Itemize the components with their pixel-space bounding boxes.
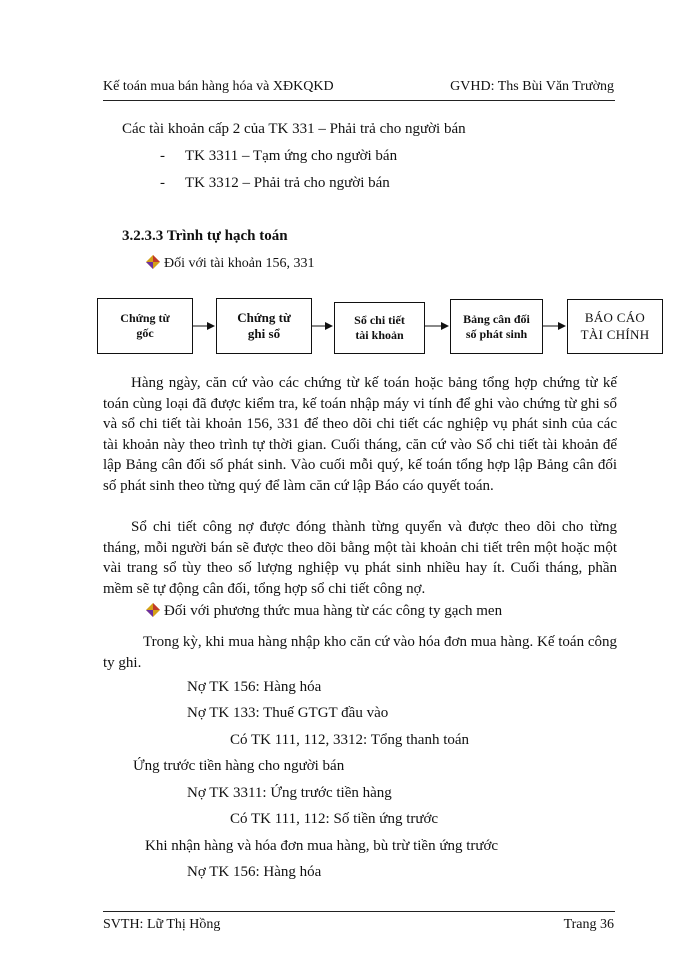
footer-rule — [103, 911, 615, 912]
entry-line: Nợ TK 133: Thuế GTGT đầu vào — [187, 705, 389, 721]
flow-arrows — [0, 0, 700, 400]
flow-label: tài khoản — [355, 328, 404, 342]
entry-line: Nợ TK 3311: Ứng trước tiền hàng — [187, 785, 392, 801]
footer-student: SVTH: Lữ Thị Hồng — [103, 917, 221, 932]
sub-account-3311: TK 3311 – Tạm ứng cho người bán — [185, 148, 398, 164]
sub-account-dash: - — [160, 175, 165, 191]
flow-label: Sổ chi tiết — [354, 313, 405, 327]
footer-page-number: Trang 36 — [563, 917, 614, 932]
header-instructor: GVHD: Ths Bùi Văn Trường — [450, 79, 614, 94]
paragraph-1: Hàng ngày, căn cứ vào các chứng từ kế toán hoặc bảng tổng hợp chứng từ kế toán cùng loại đã được kiểm tra, kế toán nhập máy vi tính để ghi vào chứng từ ghi sổ và sổ chi tiết tài khoản 156, 331 để theo dõi chi tiết các nghiệp vụ phát sinh của các tài khoản này theo trình tự thời gian. Cuối tháng, căn cứ vào Sổ chi tiết tài khoản để lập Bảng cân đối số phát sinh. Vào cuối mỗi quý, kế toán tổng hợp lập Bảng cân đối số phát sinh theo từng quý để làm căn cứ lập Báo cáo quyết toán. — [103, 375, 617, 494]
bullet-text: Đối với tài khoản 156, 331 — [164, 256, 315, 271]
section-title: 3.2.3.3 Trình tự hạch toán — [122, 228, 288, 244]
sub-account-3312: TK 3312 – Phải trả cho người bán — [185, 175, 390, 191]
entry-line: Có TK 111, 112, 3312: Tổng thanh toán — [230, 732, 470, 748]
entry-line: Nợ TK 156: Hàng hóa — [187, 864, 322, 880]
flow-label: ghi sổ — [247, 326, 281, 341]
flow-label: gốc — [136, 326, 154, 340]
entry-line: Nợ TK 156: Hàng hóa — [187, 679, 322, 695]
entry-heading: Khi nhận hàng và hóa đơn mua hàng, bù trừ tiền ứng trước — [145, 838, 499, 854]
header-title: Kế toán mua bán hàng hóa và XĐKQKD — [103, 79, 334, 94]
flow-label: TÀI CHÍNH — [580, 326, 650, 342]
sub-account-dash: - — [160, 148, 165, 164]
flow-label: Chứng từ — [120, 311, 170, 325]
diamond-bullet-icon — [146, 603, 160, 617]
bullet-item — [146, 603, 502, 620]
entry-line: Có TK 111, 112: Số tiền ứng trước — [230, 811, 439, 827]
flow-label: Bảng cân đối — [463, 311, 530, 326]
flow-label: số phát sinh — [465, 326, 528, 341]
flow-label: Chứng từ — [237, 309, 291, 325]
paragraph-3: Trong kỳ, khi mua hàng nhập kho căn cứ vào hóa đơn mua hàng. Kế toán công ty ghi. — [103, 634, 617, 671]
paragraph-2: Sổ chi tiết công nợ được đóng thành từng quyển và được theo dõi cho từng tháng, mỗi người bán sẽ được theo dõi bằng một tài khoản chi tiết trên một hoặc một vài trang sổ tùy theo số lượng nghiệp vụ phát sinh nhiều hay ít. Cuối tháng, phần mềm sẽ tự động cân đối, tổng hợp sổ chi tiết công nợ. — [103, 519, 617, 597]
entry-heading: Ứng trước tiền hàng cho người bán — [133, 758, 345, 774]
flow-label: BÁO CÁO — [584, 310, 646, 326]
intro-line: Các tài khoản cấp 2 của TK 331 – Phải trả cho người bán — [122, 121, 466, 137]
bullet-text: Đối với phương thức mua hàng từ các công ty gạch men — [164, 603, 503, 619]
